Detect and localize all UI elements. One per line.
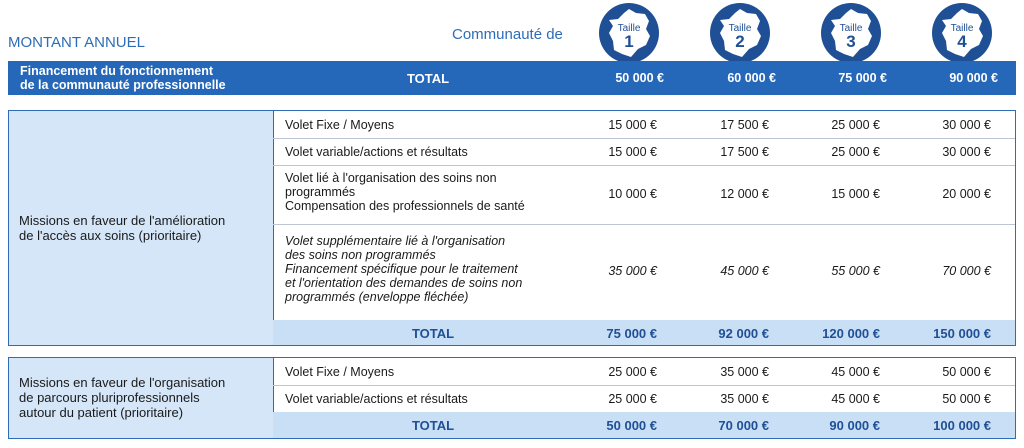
row-label: Volet variable/actions et résultats <box>285 392 468 406</box>
row-value: 25 000 € <box>608 392 657 406</box>
row-value: 35 000 € <box>720 365 769 379</box>
section-label-box <box>9 358 274 438</box>
size-badge-3 <box>820 2 882 64</box>
total-value: 120 000 € <box>822 326 880 341</box>
total-label: TOTAL <box>411 418 455 433</box>
table-row <box>273 385 1015 413</box>
row-value: 25 000 € <box>831 118 880 132</box>
table-row <box>273 358 1015 386</box>
header-total-label: TOTAL <box>406 71 450 86</box>
taille-label: Taille <box>728 23 752 34</box>
size-badge-4 <box>931 2 993 64</box>
row-value: 35 000 € <box>720 392 769 406</box>
table-row <box>273 224 1015 320</box>
row-value: 45 000 € <box>831 365 880 379</box>
size-badge-1 <box>598 2 660 64</box>
row-value: 25 000 € <box>608 365 657 379</box>
total-value: 90 000 € <box>829 418 880 433</box>
row-value: 55 000 € <box>831 264 880 278</box>
row-value: 50 000 € <box>942 392 991 406</box>
row-label: Volet Fixe / Moyens <box>285 118 395 132</box>
row-label: Volet supplémentaire lié à l'organisation des soins non programmés Financement spécifique pour le traitement et l'orientation des demandes de soins non programmés (enveloppe fléchée) <box>285 234 523 304</box>
row-value: 15 000 € <box>831 187 880 201</box>
header-label: Financement du fonctionnement de la communauté professionnelle <box>20 64 226 92</box>
row-value: 17 500 € <box>720 145 769 159</box>
section-parcours <box>8 357 1016 439</box>
header-value-4: 90 000 € <box>949 71 998 85</box>
row-value: 45 000 € <box>831 392 880 406</box>
table-row <box>273 111 1015 139</box>
page-title: MONTANT ANNUEL <box>8 34 145 51</box>
section-label: Missions en faveur de l'amélioration de l'accès aux soins (prioritaire) <box>19 213 226 243</box>
row-value: 20 000 € <box>942 187 991 201</box>
row-value: 15 000 € <box>608 118 657 132</box>
row-label: Volet Fixe / Moyens <box>285 365 395 379</box>
total-value: 50 000 € <box>606 418 657 433</box>
taille-label: Taille <box>839 23 863 34</box>
taille-label: Taille <box>950 23 974 34</box>
row-label: Volet lié à l'organisation des soins non programmés Compensation des professionnels de santé <box>285 171 525 213</box>
size-number: 1 <box>624 32 634 51</box>
section-acces-soins <box>8 110 1016 346</box>
total-value: 150 000 € <box>933 326 991 341</box>
total-row <box>273 320 1015 345</box>
size-number: 3 <box>846 32 856 51</box>
total-row <box>273 412 1015 438</box>
row-value: 35 000 € <box>608 264 657 278</box>
row-value: 30 000 € <box>942 118 991 132</box>
row-value: 30 000 € <box>942 145 991 159</box>
total-value: 100 000 € <box>933 418 991 433</box>
total-label: TOTAL <box>411 326 455 341</box>
row-value: 17 500 € <box>720 118 769 132</box>
total-value: 75 000 € <box>606 326 657 341</box>
row-value: 45 000 € <box>720 264 769 278</box>
table-row <box>273 138 1015 166</box>
row-label: Volet variable/actions et résultats <box>285 145 468 159</box>
section-label-box <box>9 111 274 345</box>
total-value: 70 000 € <box>718 418 769 433</box>
row-value: 15 000 € <box>608 145 657 159</box>
row-value: 25 000 € <box>831 145 880 159</box>
taille-label: Taille <box>617 23 641 34</box>
size-number: 2 <box>735 32 745 51</box>
header-row <box>8 61 1016 95</box>
section-label: Missions en faveur de l'organisation de parcours pluriprofessionnels autour du patient (prioritaire) <box>19 375 226 420</box>
size-number: 4 <box>957 32 967 51</box>
total-value: 92 000 € <box>718 326 769 341</box>
row-value: 12 000 € <box>720 187 769 201</box>
communaute-label: Communauté de <box>452 26 563 43</box>
header-value-3: 75 000 € <box>838 71 887 85</box>
row-value: 70 000 € <box>942 264 991 278</box>
size-badge-2 <box>709 2 771 64</box>
table-row <box>273 165 1015 225</box>
row-value: 50 000 € <box>942 365 991 379</box>
row-value: 10 000 € <box>608 187 657 201</box>
header-value-2: 60 000 € <box>727 71 776 85</box>
header-value-1: 50 000 € <box>615 71 664 85</box>
